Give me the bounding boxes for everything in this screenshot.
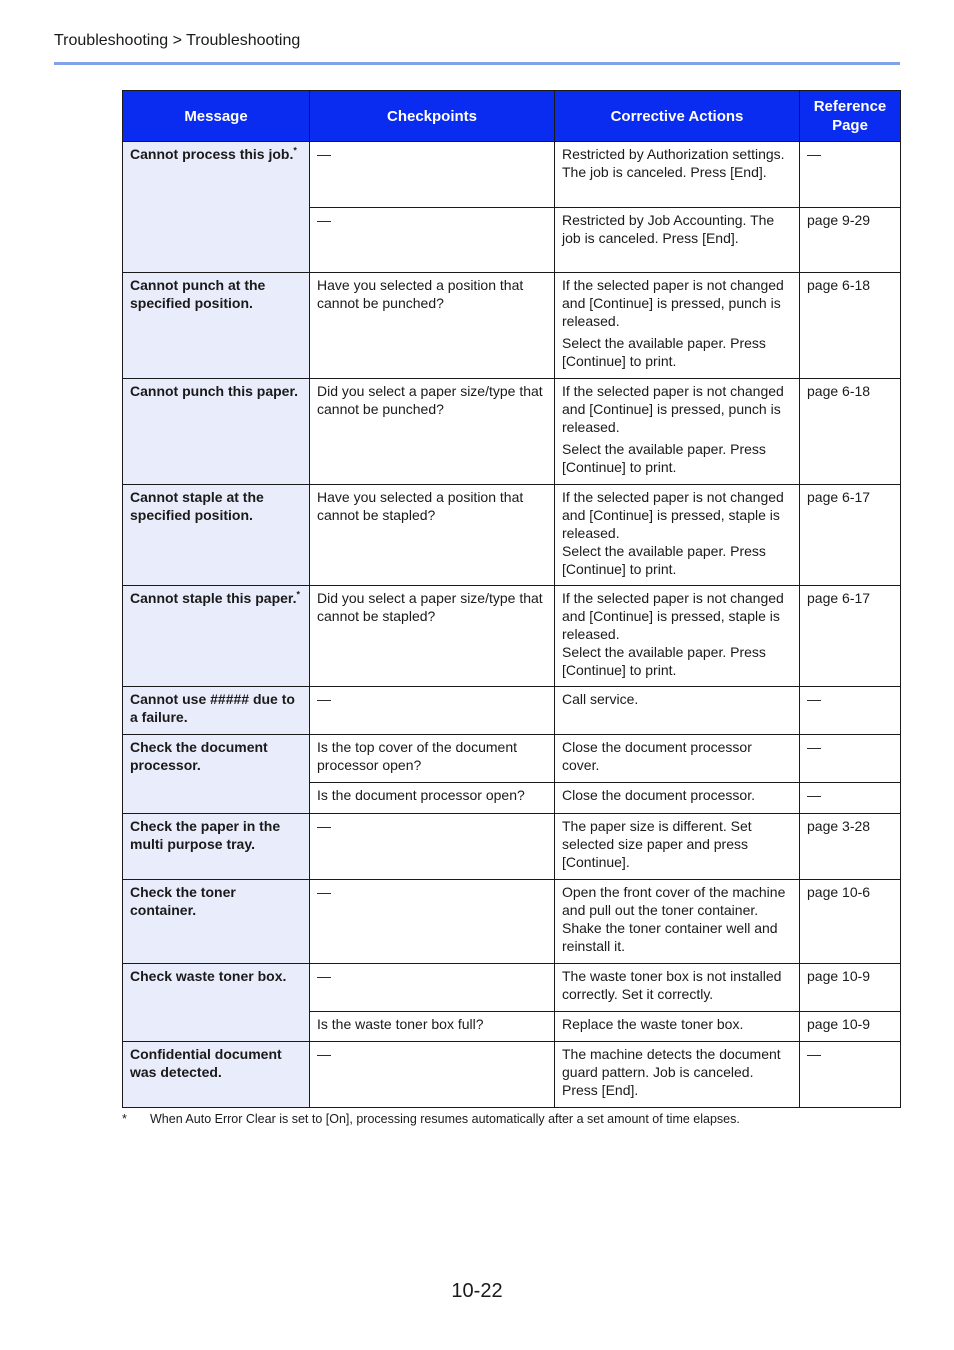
header-message: Message	[123, 91, 310, 142]
checkpoint-cell: —	[310, 687, 555, 735]
reference-cell: page 6-18	[800, 273, 901, 379]
action-cell	[555, 687, 800, 735]
action-cell	[555, 735, 800, 783]
reference-cell: page 3-28	[800, 814, 901, 880]
message-text: Cannot process this job.	[130, 146, 294, 162]
footnote	[122, 1112, 740, 1126]
message-text: Cannot staple this paper.	[130, 590, 297, 606]
action-cell	[555, 880, 800, 964]
checkpoint-cell: —	[310, 1042, 555, 1108]
breadcrumb: Troubleshooting > Troubleshooting	[54, 32, 301, 49]
message-cell	[123, 142, 310, 273]
message-cell	[123, 586, 310, 687]
message-cell: Cannot punch this paper.	[123, 379, 310, 485]
checkpoint-cell: Is the document processor open?	[310, 783, 555, 814]
action-cell	[555, 814, 800, 880]
checkpoint-cell: Did you select a paper size/type that cannot be punched?	[310, 379, 555, 485]
footnote-mark: *	[296, 589, 300, 600]
table-row	[123, 485, 901, 586]
action-text: If the selected paper is not changed and [Continue] is pressed, punch is released.	[562, 277, 784, 329]
action-text: Select the available paper. Press [Continue] to print.	[562, 441, 766, 475]
action-cell	[555, 273, 800, 379]
message-cell: Confidential document was detected.	[123, 1042, 310, 1108]
reference-cell: page 9-29	[800, 208, 901, 273]
checkpoint-cell: —	[310, 964, 555, 1012]
action-text: Call service.	[562, 691, 639, 707]
checkpoint-cell: —	[310, 880, 555, 964]
table-row	[123, 142, 901, 208]
table-header-row	[123, 91, 901, 142]
message-cell: Check the paper in the multi purpose tray.	[123, 814, 310, 880]
message-cell: Check waste toner box.	[123, 964, 310, 1042]
table-row	[123, 880, 901, 964]
header-corrective-actions: Corrective Actions	[555, 91, 800, 142]
message-cell: Check the document processor.	[123, 735, 310, 814]
action-text: Select the available paper. Press [Continue] to print.	[562, 543, 766, 577]
action-text: Restricted by Job Accounting. The job is canceled. Press [End].	[562, 212, 775, 246]
action-text: If the selected paper is not changed and [Continue] is pressed, staple is released.	[562, 590, 784, 642]
action-cell	[555, 379, 800, 485]
header-rule	[54, 62, 900, 65]
action-text: The waste toner box is not installed correctly. Set it correctly.	[562, 968, 782, 1002]
reference-cell: page 10-9	[800, 1012, 901, 1042]
action-text: Open the front cover of the machine and pull out the toner container. Shake the toner container well and reinstall it.	[562, 884, 786, 954]
checkpoint-cell: Is the top cover of the document processor open?	[310, 735, 555, 783]
checkpoint-cell: Did you select a paper size/type that cannot be stapled?	[310, 586, 555, 687]
action-cell	[555, 1042, 800, 1108]
reference-cell: —	[800, 783, 901, 814]
reference-cell: page 6-18	[800, 379, 901, 485]
message-cell: Check the toner container.	[123, 880, 310, 964]
table-row	[123, 814, 901, 880]
action-text: Close the document processor cover.	[562, 739, 752, 773]
reference-cell: page 6-17	[800, 485, 901, 586]
action-cell	[555, 783, 800, 814]
header-reference-page: Reference Page	[800, 91, 901, 142]
reference-cell: —	[800, 687, 901, 735]
reference-cell: —	[800, 142, 901, 208]
action-cell	[555, 142, 800, 208]
reference-cell: page 10-9	[800, 964, 901, 1012]
message-cell: Cannot punch at the specified position.	[123, 273, 310, 379]
checkpoint-cell: Is the waste toner box full?	[310, 1012, 555, 1042]
reference-cell: —	[800, 735, 901, 783]
action-text: Restricted by Authorization settings. The job is canceled. Press [End].	[562, 146, 785, 180]
action-text: Select the available paper. Press [Continue] to print.	[562, 335, 766, 369]
table-row	[123, 687, 901, 735]
table-row	[123, 273, 901, 379]
action-cell	[555, 208, 800, 273]
action-text: The machine detects the document guard pattern. Job is canceled. Press [End].	[562, 1046, 781, 1098]
table-row	[123, 586, 901, 687]
checkpoint-cell: —	[310, 814, 555, 880]
action-cell	[555, 964, 800, 1012]
checkpoint-cell: —	[310, 208, 555, 273]
action-text: Replace the waste toner box.	[562, 1016, 744, 1032]
action-text: If the selected paper is not changed and [Continue] is pressed, punch is released.	[562, 383, 784, 435]
footnote-text: When Auto Error Clear is set to [On], processing resumes automatically after a set amount of time elapses.	[150, 1112, 740, 1126]
table-row	[123, 964, 901, 1012]
table-row	[123, 735, 901, 783]
footnote-mark: *	[293, 145, 297, 156]
checkpoint-cell: Have you selected a position that cannot be punched?	[310, 273, 555, 379]
message-cell: Cannot use ##### due to a failure.	[123, 687, 310, 735]
reference-cell: —	[800, 1042, 901, 1108]
table-row	[123, 379, 901, 485]
reference-cell: page 10-6	[800, 880, 901, 964]
checkpoint-cell: —	[310, 142, 555, 208]
action-text: Close the document processor.	[562, 787, 755, 803]
reference-cell: page 6-17	[800, 586, 901, 687]
message-cell: Cannot staple at the specified position.	[123, 485, 310, 586]
checkpoint-cell: Have you selected a position that cannot be stapled?	[310, 485, 555, 586]
action-text: Select the available paper. Press [Continue] to print.	[562, 644, 766, 678]
table-row	[123, 1042, 901, 1108]
action-cell	[555, 1012, 800, 1042]
action-cell	[555, 485, 800, 586]
action-text: The paper size is different. Set selected size paper and press [Continue].	[562, 818, 752, 870]
footnote-mark: *	[122, 1112, 127, 1126]
action-text: If the selected paper is not changed and [Continue] is pressed, staple is released.	[562, 489, 784, 541]
error-message-table	[122, 90, 901, 1108]
page-number: 10-22	[451, 1280, 503, 1302]
action-cell	[555, 586, 800, 687]
header-checkpoints: Checkpoints	[310, 91, 555, 142]
